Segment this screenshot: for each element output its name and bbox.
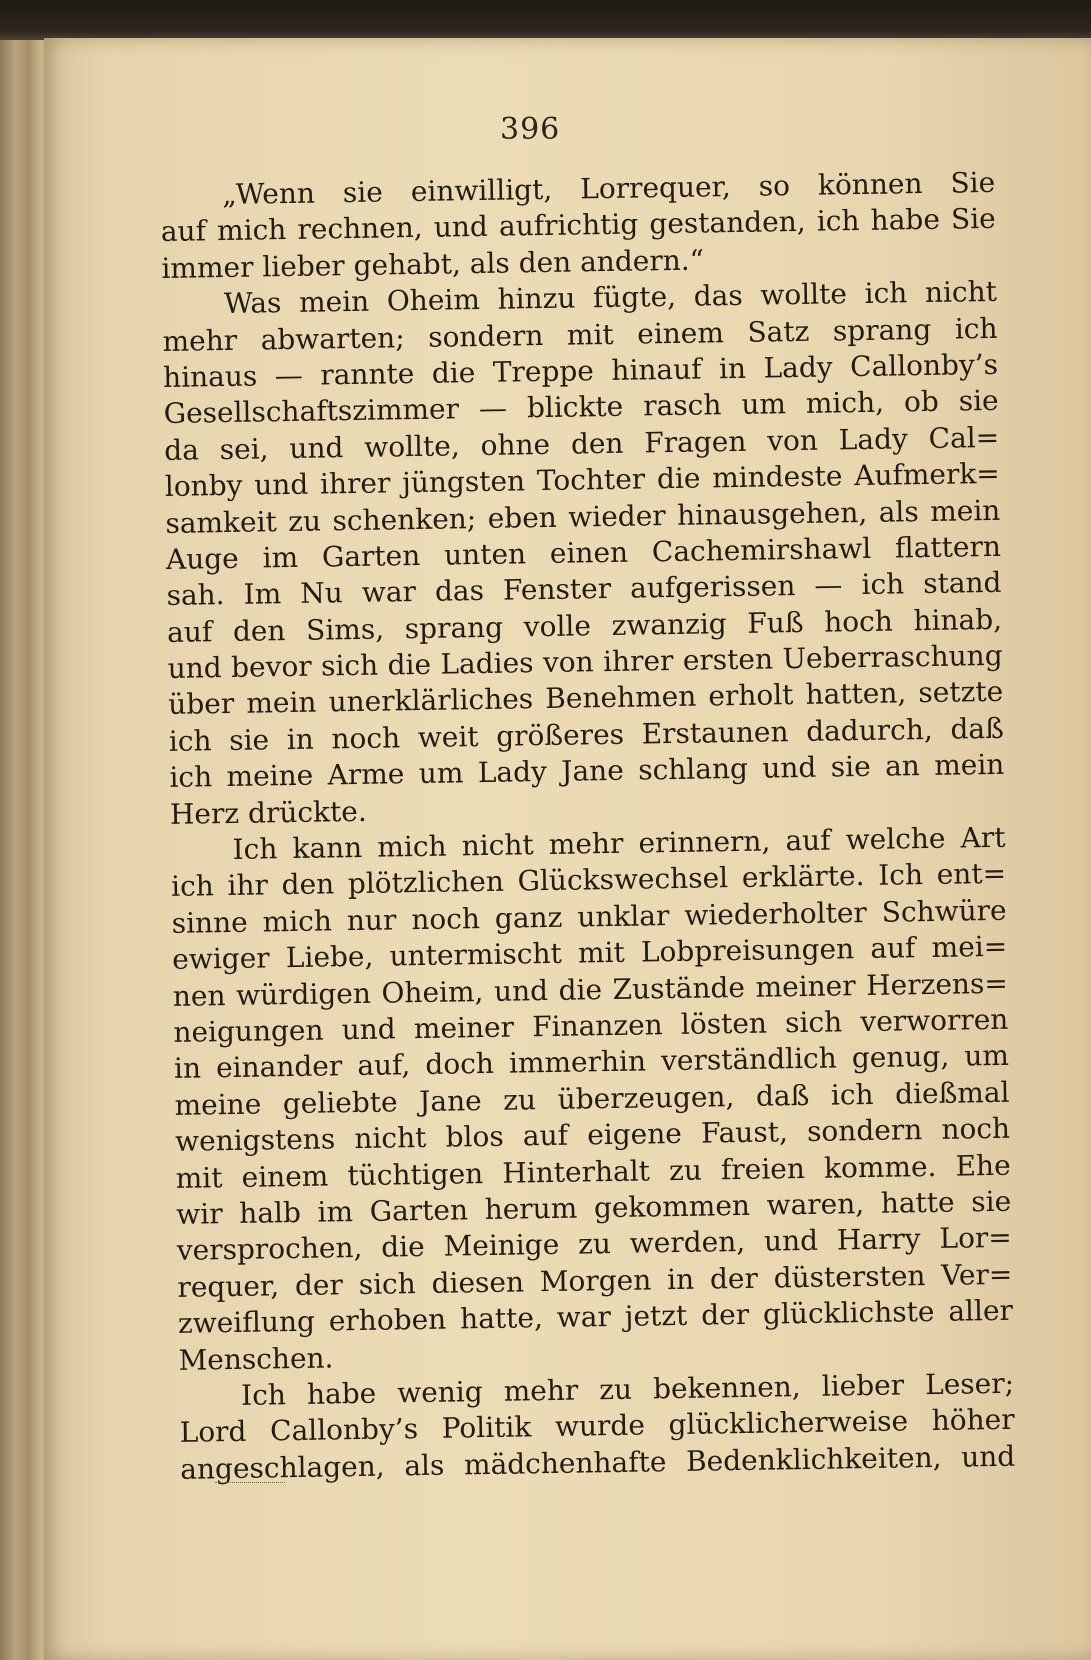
text-line: da sei, und wollte, ohne den Fragen von Lady Cal=: [164, 420, 1000, 467]
text-line: meine geliebte Jane zu überzeugen, daß ich dießmal: [174, 1075, 1010, 1122]
text-line: ich sie in noch weit größeres Erstaunen dadurch, daß: [168, 711, 1005, 758]
text-line: Herz drückte.: [169, 794, 367, 831]
text-line: Ich kann mich nicht mehr erinnern, auf welche Art: [232, 820, 1006, 866]
text-line: nen würdigen Oheim, und die Zustände meiner Herzens=: [172, 966, 1009, 1013]
text-line: Was mein Oheim hinzu fügte, das wollte ich nicht: [223, 275, 998, 321]
text-line: auf mich rechnen, und aufrichtig gestanden, ich habe Sie: [160, 202, 997, 249]
text-line: mit einem tüchtigen Hinterhalt zu freien komme. Ehe: [175, 1148, 1011, 1195]
text-line: Menschen.: [178, 1340, 334, 1377]
body-text: [160, 165, 1015, 1488]
paragraph-4: [179, 1366, 1016, 1488]
text-line: sinne mich nur noch ganz unklar wiederholter Schwüre: [171, 893, 1007, 940]
text-line: wir halb im Garten herum gekommen waren, hatte sie: [176, 1184, 1012, 1231]
text-line: Auge im Garten unten einen Cachemirshawl flattern: [165, 529, 1002, 576]
text-line: sah. Im Nu war das Fenster aufgerissen — ich stand: [166, 566, 1002, 613]
text-line: mehr abwarten; sondern mit einem Satz sprang ich: [162, 311, 998, 358]
text-line: Gesellschaftszimmer — blickte rasch um mich, ob sie: [163, 384, 999, 431]
text-line: über mein unerklärliches Benehmen erholt hatten, setzte: [168, 675, 1004, 722]
text-line: Ich habe wenig mehr zu bekennen, lieber Leser;: [240, 1366, 1015, 1412]
paragraph-2: [162, 274, 1005, 833]
text-line: auf den Sims, sprang volle zwanzig Fuß hoch hinab,: [166, 602, 1003, 649]
text-line: zweiflung erhoben hatte, war jetzt der glücklichste aller: [177, 1293, 1014, 1340]
text-line: neigungen und meiner Finanzen lösten sich verworren: [173, 1002, 1009, 1049]
text-line: samkeit zu schenken; eben wieder hinausgehen, als mein: [165, 493, 1001, 540]
text-line: ich meine Arme um Lady Jane schlang und sie an mein: [169, 748, 1005, 795]
text-line: wenigstens nicht blos auf eigene Faust, sondern noch: [174, 1111, 1011, 1159]
paragraph-3: [170, 820, 1013, 1379]
text-line: ich ihr den plötzlichen Glückswechsel erklärte. Ich ent=: [170, 857, 1007, 904]
page-number: 396: [500, 112, 561, 147]
text-line: angeschlagen, als mädchenhafte Bedenklichkeiten, und: [180, 1439, 1016, 1486]
text-line: und bevor sich die Ladies von ihrer ersten Ueberraschung: [167, 638, 1003, 686]
text-line: in einander auf, doch immerhin verständlich genug, um: [173, 1039, 1010, 1086]
text-line: immer lieber gehabt, als den andern.“: [161, 243, 705, 285]
text-line: versprochen, die Meinige zu werden, und Harry Lor=: [176, 1221, 1013, 1268]
paragraph-1: [160, 165, 997, 287]
text-line: lonby und ihrer jüngsten Tochter die mindeste Aufmerk=: [164, 456, 1001, 504]
text-line: requer, der sich diesen Morgen in der düstersten Ver=: [177, 1257, 1013, 1304]
footer-rule: [215, 1482, 285, 1484]
text-line: hinaus — rannte die Treppe hinauf in Lady Callonby’s: [162, 347, 999, 394]
text-line: ewiger Liebe, untermischt mit Lobpreisungen auf mei=: [172, 929, 1008, 977]
text-line: „Wenn sie einwilligt, Lorrequer, so können Sie: [222, 165, 996, 212]
text-line: Lord Callonby’s Politik wurde glücklicherweise höher: [179, 1403, 1015, 1450]
